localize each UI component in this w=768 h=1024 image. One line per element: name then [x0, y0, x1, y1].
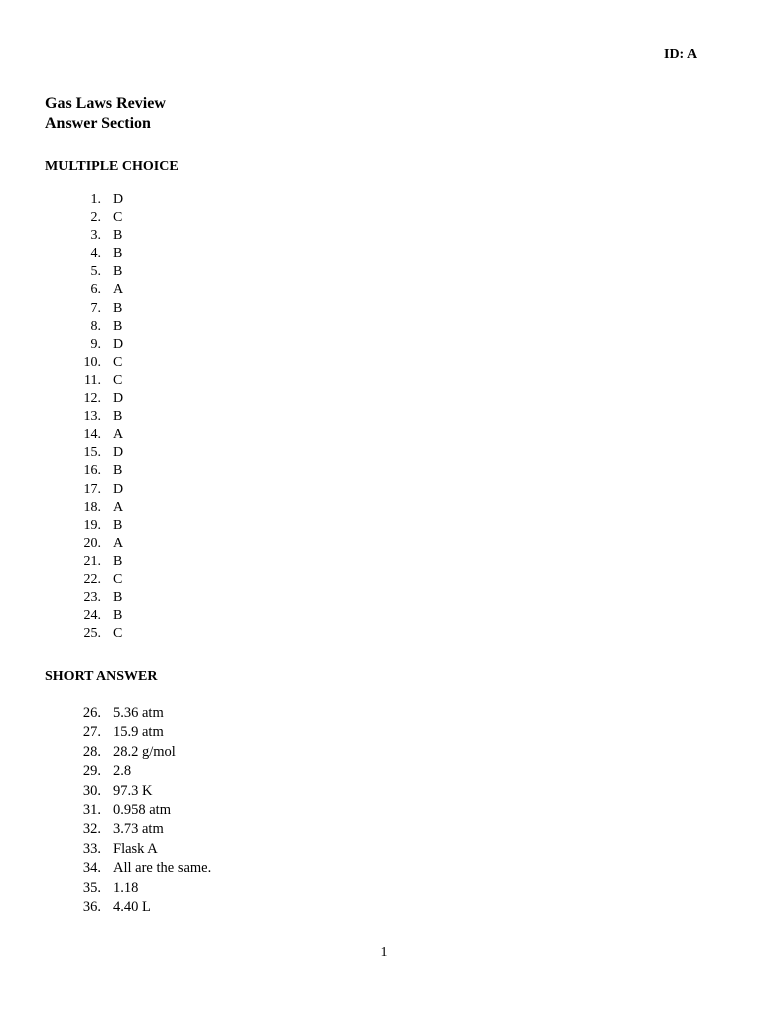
answer-text: All are the same. — [113, 860, 212, 877]
answer-item — [70, 444, 123, 462]
question-number: 22. — [83, 571, 101, 587]
answer-item — [70, 499, 123, 517]
answer-item — [70, 354, 123, 372]
page-number: 1 — [380, 945, 388, 960]
answer-text: B — [113, 228, 123, 244]
answer-text: B — [113, 246, 123, 262]
question-number: 35. — [82, 879, 101, 896]
question-number: 14. — [83, 427, 101, 443]
question-number: 30. — [82, 782, 101, 799]
answer-item — [70, 300, 123, 318]
answer-item — [70, 390, 123, 408]
answer-item — [70, 553, 123, 571]
question-number: 16. — [83, 463, 101, 479]
question-number: 33. — [82, 840, 101, 857]
answer-item — [70, 820, 211, 839]
question-number: 36. — [82, 898, 101, 915]
answer-item — [70, 462, 123, 480]
question-number: 8. — [90, 318, 101, 334]
question-number: 9. — [90, 336, 101, 352]
answer-item — [70, 840, 211, 859]
answer-item — [70, 898, 211, 917]
answer-text: C — [113, 571, 123, 587]
answer-item — [70, 723, 211, 742]
answer-text: B — [113, 318, 123, 334]
document-title — [45, 94, 166, 134]
answer-text: A — [113, 499, 124, 515]
question-number: 11. — [84, 372, 101, 388]
title-line-1: Gas Laws Review — [45, 95, 166, 112]
answer-item — [70, 481, 123, 499]
answer-item — [70, 318, 123, 336]
answer-item — [70, 625, 123, 643]
multiple-choice-heading: MULTIPLE CHOICE — [45, 159, 179, 174]
answer-item — [70, 607, 123, 625]
answer-item — [70, 191, 123, 209]
answer-text: A — [113, 535, 124, 551]
answer-item — [70, 704, 211, 723]
answer-item — [70, 408, 123, 426]
question-number: 21. — [83, 553, 101, 569]
question-number: 1. — [90, 192, 101, 207]
question-number: 15. — [83, 445, 101, 461]
short-answer-heading: SHORT ANSWER — [45, 669, 158, 684]
short-answer-list — [70, 704, 211, 917]
id-label: ID: A — [664, 47, 698, 62]
answer-text: 97.3 K — [113, 782, 153, 799]
answer-item — [70, 535, 123, 553]
answer-item — [70, 801, 211, 820]
answer-item — [70, 336, 123, 354]
answer-text: B — [113, 300, 123, 316]
answer-text: B — [113, 553, 123, 569]
question-number: 28. — [82, 743, 101, 760]
answer-text: B — [113, 590, 123, 606]
answer-text: A — [113, 282, 124, 298]
title-line-2: Answer Section — [45, 115, 151, 132]
answer-item — [70, 743, 211, 762]
answer-text: D — [113, 192, 124, 207]
question-number: 4. — [90, 246, 101, 262]
answer-text: A — [113, 427, 124, 443]
answer-text: 2.8 — [113, 763, 132, 780]
multiple-choice-list — [70, 191, 123, 643]
question-number: 31. — [82, 801, 101, 818]
answer-item — [70, 227, 123, 245]
answer-item — [70, 209, 123, 227]
question-number: 19. — [83, 517, 101, 533]
answer-text: 1.18 — [113, 879, 139, 896]
answer-item — [70, 245, 123, 263]
question-number: 29. — [82, 763, 101, 780]
answer-text: B — [113, 608, 123, 624]
answer-text: D — [113, 336, 124, 352]
answer-text: 4.40 L — [113, 898, 151, 915]
question-number: 6. — [90, 282, 101, 298]
answer-item — [70, 263, 123, 281]
question-number: 13. — [83, 409, 101, 425]
answer-item — [70, 426, 123, 444]
question-number: 3. — [90, 228, 101, 244]
question-number: 32. — [82, 821, 101, 838]
answer-item — [70, 571, 123, 589]
answer-text: C — [113, 372, 123, 388]
answer-text: 28.2 g/mol — [113, 743, 176, 760]
question-number: 10. — [83, 354, 101, 370]
answer-text: Flask A — [113, 840, 158, 857]
answer-item — [70, 517, 123, 535]
answer-text: C — [113, 354, 123, 370]
answer-text: B — [113, 517, 123, 533]
answer-text: C — [113, 210, 123, 226]
answer-text: B — [113, 463, 123, 479]
answer-text: D — [113, 445, 124, 461]
question-number: 2. — [90, 210, 101, 226]
answer-text: D — [113, 481, 124, 497]
question-number: 24. — [83, 608, 101, 624]
answer-text: 5.36 atm — [113, 705, 164, 721]
answer-item — [70, 372, 123, 390]
question-number: 12. — [83, 391, 101, 407]
answer-item — [70, 782, 211, 801]
question-number: 26. — [82, 705, 101, 721]
answer-text: B — [113, 409, 123, 425]
answer-item — [70, 859, 211, 878]
question-number: 25. — [83, 626, 101, 642]
question-number: 20. — [83, 535, 101, 551]
question-number: 23. — [83, 590, 101, 606]
answer-item — [70, 879, 211, 898]
question-number: 5. — [90, 264, 101, 280]
question-number: 34. — [82, 860, 101, 877]
answer-text: C — [113, 626, 123, 642]
answer-text: 3.73 atm — [113, 821, 164, 838]
question-number: 18. — [83, 499, 101, 515]
question-number: 17. — [83, 481, 101, 497]
answer-text: D — [113, 391, 124, 407]
question-number: 7. — [90, 300, 101, 316]
answer-item — [70, 281, 123, 299]
answer-item — [70, 762, 211, 781]
answer-text: 15.9 atm — [113, 724, 164, 741]
answer-item — [70, 589, 123, 607]
answer-text: 0.958 atm — [113, 801, 171, 818]
answer-text: B — [113, 264, 123, 280]
question-number: 27. — [82, 724, 101, 741]
